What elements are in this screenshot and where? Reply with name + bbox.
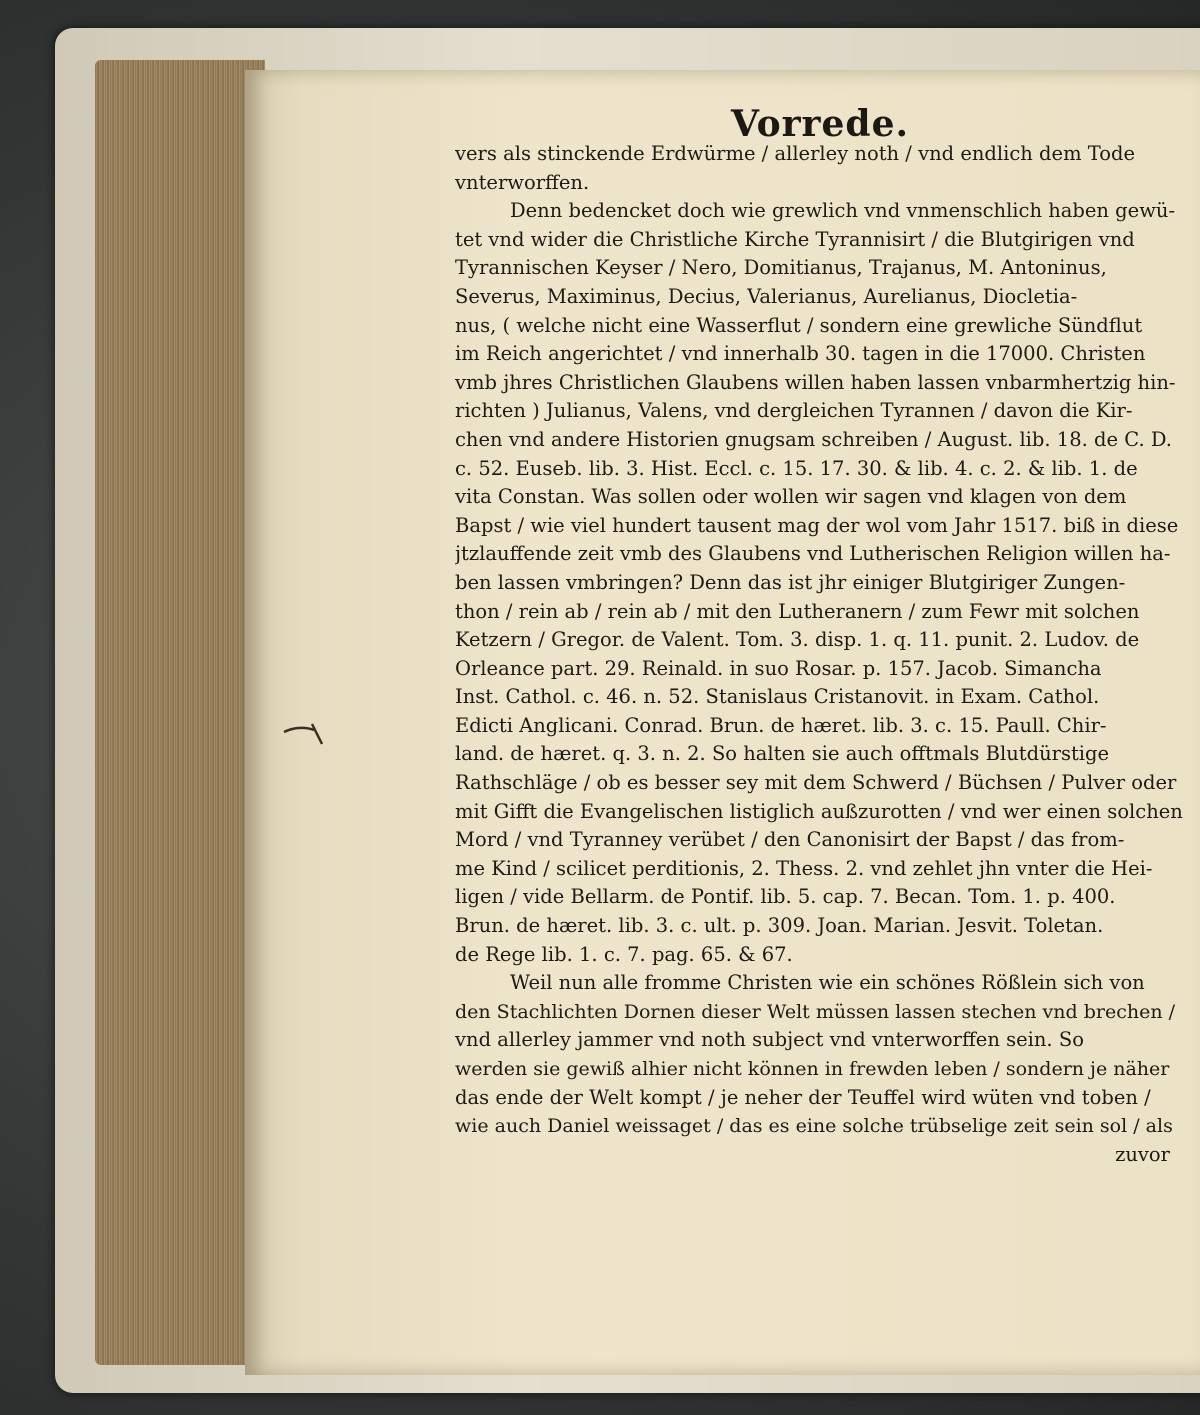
text-line: wie auch Daniel weissaget / das es eine solche trübselige zeit sein sol / als (455, 1115, 1173, 1138)
text-line: Mord / vnd Tyranney verübet / den Canonisirt der Bapst / das from- (455, 828, 1125, 852)
text-line: vita Constan. Was sollen oder wollen wir sagen vnd klagen von dem (455, 485, 1127, 509)
text-line: chen vnd andere Historien gnugsam schreiben / August. lib. 18. de C. D. (455, 427, 1172, 451)
page-edges (95, 60, 265, 1365)
text-line: den Stachlichten Dornen dieser Welt müssen lassen stechen vnd brechen / (455, 1000, 1176, 1023)
text-line: werden sie gewiß alhier nicht können in frewden leben / sondern je näher (455, 1058, 1170, 1080)
text-line: Bapst / wie viel hundert tausent mag der wol vom Jahr 1517. biß in diese (455, 513, 1179, 537)
text-line: vers als stinckende Erdwürme / allerley noth / vnd endlich dem Tode (455, 142, 1136, 165)
text-line: nus, ( welche nicht eine Wasserflut / sondern eine grewliche Sündflut (455, 313, 1143, 337)
text-line: mit Gifft die Evangelischen listiglich außzurotten / vnd wer einen solchen (455, 799, 1183, 823)
text-line: Weil nun alle fromme Christen wie ein schönes Rößlein sich von (510, 971, 1145, 995)
text-line: c. 52. Euseb. lib. 3. Hist. Eccl. c. 15. 17. 30. & lib. 4. c. 2. & lib. 1. de (455, 456, 1138, 480)
text-line: im Reich angerichtet / vnd innerhalb 30. tagen in die 17000. Christen (455, 342, 1146, 366)
text-line: jtzlauffende zeit vmb des Glaubens vnd Lutherischen Religion willen ha- (455, 542, 1171, 566)
text-line: Ketzern / Gregor. de Valent. Tom. 3. disp. 1. q. 11. punit. 2. Ludov. de (455, 628, 1140, 652)
text-line: thon / rein ab / rein ab / mit den Lutheranern / zum Fewr mit solchen (455, 599, 1140, 623)
text-line: vmb jhres Christlichen Glaubens willen haben lassen vnbarmhertzig hin- (455, 370, 1176, 394)
text-line: Edicti Anglicani. Conrad. Brun. de hæret. lib. 3. c. 15. Paull. Chir- (455, 713, 1107, 737)
catchword: zuvor (1115, 1142, 1170, 1166)
page-title: Vorrede. (730, 103, 910, 145)
text-line: richten ) Julianus, Valens, vnd dergleichen Tyrannen / davon die Kir- (455, 399, 1133, 423)
text-line: das ende der Welt kompt / je neher der Teuffel wird wüten vnd toben / (455, 1085, 1151, 1109)
text-line: Severus, Maximinus, Decius, Valerianus, Aurelianus, Diocletia- (455, 284, 1078, 308)
margin-pen-mark (282, 718, 326, 748)
text-line: Tyrannischen Keyser / Nero, Domitianus, Trajanus, M. Antoninus, (455, 256, 1107, 280)
text-line: Brun. de hæret. lib. 3. c. ult. p. 309. Joan. Marian. Jesvit. Toletan. (455, 914, 1104, 938)
text-line: Inst. Cathol. c. 46. n. 52. Stanislaus Cristanovit. in Exam. Cathol. (455, 685, 1100, 709)
text-line: de Rege lib. 1. c. 7. pag. 65. & 67. (455, 942, 793, 966)
text-line: ligen / vide Bellarm. de Pontif. lib. 5. cap. 7. Becan. Tom. 1. p. 400. (455, 885, 1116, 909)
text-line: vnterworffen. (455, 170, 590, 194)
text-line: Rathschläge / ob es besser sey mit dem Schwerd / Büchsen / Pulver oder (455, 771, 1177, 795)
text-line: me Kind / scilicet perditionis, 2. Thess. 2. vnd zehlet jhn vnter die Hei- (455, 856, 1153, 880)
text-line: ben lassen vmbringen? Denn das ist jhr einiger Blutgiriger Zungen- (455, 570, 1126, 594)
text-line: land. de hæret. q. 3. n. 2. So halten sie auch offtmals Blutdürstige (455, 742, 1110, 766)
text-line: vnd allerley jammer vnd noth subject vnd vnterworffen sein. So (455, 1028, 1084, 1052)
text-line: tet vnd wider die Christliche Kirche Tyrannisirt / die Blutgirigen vnd (455, 227, 1135, 251)
page-body-text (455, 140, 1185, 1169)
text-line: Denn bedencket doch wie grewlich vnd vnmenschlich haben gewü- (510, 199, 1176, 223)
text-line: Orleance part. 29. Reinald. in suo Rosar. p. 157. Jacob. Simancha (455, 656, 1102, 680)
